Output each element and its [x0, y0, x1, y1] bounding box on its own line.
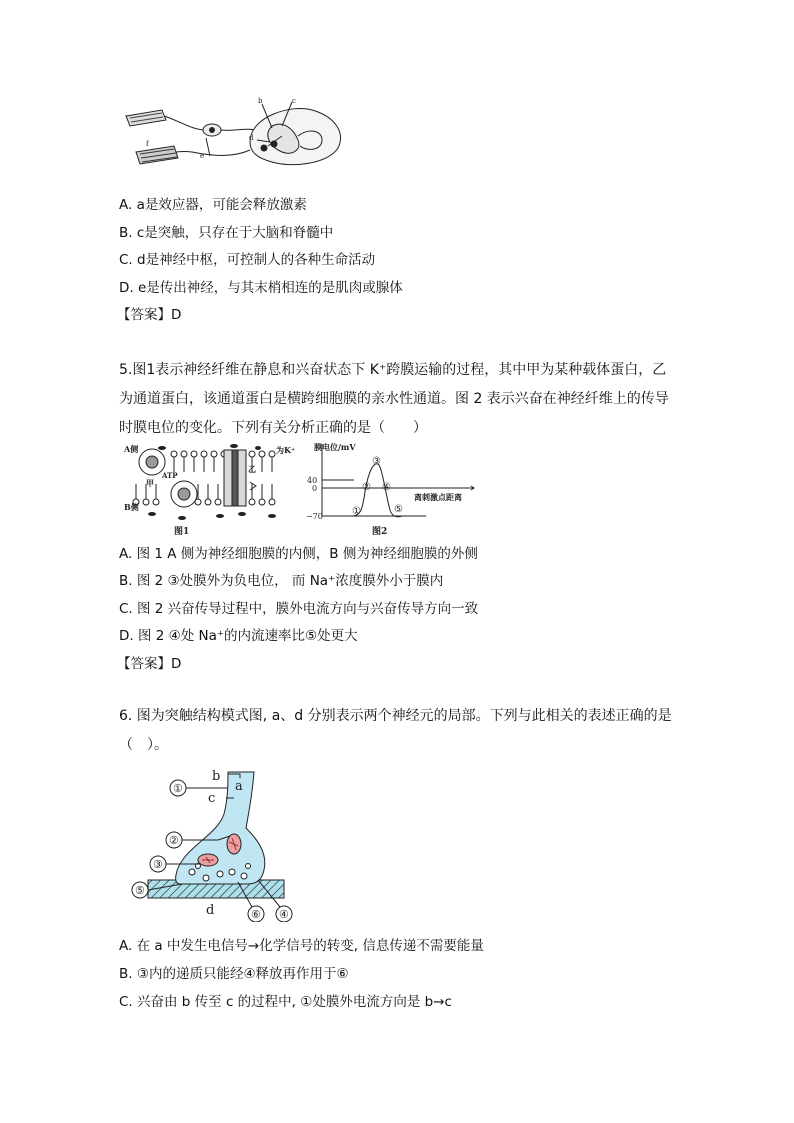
q4-option-a: A. a是效应器，可能会释放激素: [119, 197, 307, 213]
point-2: ②: [362, 482, 371, 493]
fig2-caption: 图2: [372, 527, 388, 537]
label-a: a: [235, 779, 243, 794]
fig2-ylabel: 膜电位/mV: [314, 442, 356, 452]
reflex-arc-figure: [122, 96, 350, 182]
q5-option-a: A. 图 1 A 侧为神经细胞膜的内侧，B 侧为神经细胞膜的外侧: [119, 546, 478, 562]
a-side-label: A侧: [124, 444, 139, 454]
label-f: f: [146, 140, 149, 148]
q4-option-d: D. e是传出神经，与其末梢相连的是肌肉或腺体: [119, 280, 403, 296]
membrane-potential-figure-2: [306, 440, 482, 538]
label-n4: ④: [279, 908, 289, 921]
q6-option-a: A. 在 a 中发生电信号→化学信号的转变, 信息传递不需要能量: [119, 938, 484, 954]
q6-stem: 6. 图为突触结构模式图, a、d 分别表示两个神经元的局部。下列与此相关的表述正确的是（ ）。: [119, 708, 672, 753]
jia-label: 甲: [146, 478, 154, 488]
atp-label: ATP: [162, 471, 178, 480]
tick-minus-70: −70: [306, 512, 323, 521]
q5-stem: 5.图1表示神经纤维在静息和兴奋状态下 K⁺跨膜运输的过程，其中甲为某种载体蛋白，乙为通道蛋白，该通道蛋白是横跨细胞膜的亲水性通道。图 2 表示兴奋在神经纤维上的传导时膜电位的变化。下列有关分析正确的是（ ）: [119, 362, 669, 436]
label-c: c: [292, 97, 296, 105]
q5-option-b: B. 图 2 ③处膜外为负电位， 而 Na⁺浓度膜外小于膜内: [119, 573, 444, 589]
q5-option-c: C. 图 2 兴奋传导过程中，膜外电流方向与兴奋传导方向一致: [119, 601, 479, 617]
point-1: ①: [352, 506, 361, 517]
q4-answer: 【答案】D: [117, 307, 182, 323]
label-b: b: [212, 769, 221, 784]
label-n6: ⑥: [251, 908, 261, 921]
label-d: d: [206, 903, 215, 918]
b-side-label: B侧: [124, 502, 139, 512]
yi-label: 乙: [248, 464, 256, 474]
label-b: b: [258, 97, 263, 105]
membrane-figure-1: [122, 442, 304, 538]
label-n3: ③: [153, 858, 163, 871]
point-3: ③: [372, 456, 381, 467]
q5-answer: 【答案】D: [117, 656, 182, 672]
label-n2: ②: [169, 834, 179, 847]
label-n1: ①: [173, 782, 183, 795]
label-e: e: [200, 152, 205, 160]
q4-option-c: C. d是神经中枢，可控制人的各种生命活动: [119, 252, 376, 268]
label-d: d: [249, 134, 254, 142]
q4-option-b: B. c是突触，只存在于大脑和脊髓中: [119, 225, 334, 241]
label-c: c: [208, 791, 216, 806]
tick-40: 40: [307, 476, 318, 485]
tick-0: 0: [312, 484, 318, 493]
fig1-caption: 图1: [174, 527, 190, 537]
label-n5: ⑤: [135, 884, 145, 897]
point-5: ⑤: [394, 504, 403, 515]
point-4: ④: [382, 482, 391, 493]
q6-option-c: C. 兴奋由 b 传至 c 的过程中, ①处膜外电流方向是 b→c: [119, 994, 452, 1010]
fig2-xlabel: 离刺激点距离: [414, 492, 462, 502]
q5-option-d: D. 图 2 ④处 Na⁺的内流速率比⑤处更大: [119, 628, 358, 644]
synapse-figure: [128, 768, 298, 922]
q6-option-b: B. ③内的递质只能经④释放再作用于⑥: [119, 966, 349, 982]
k-ion-label: 为K⁺: [276, 445, 296, 455]
